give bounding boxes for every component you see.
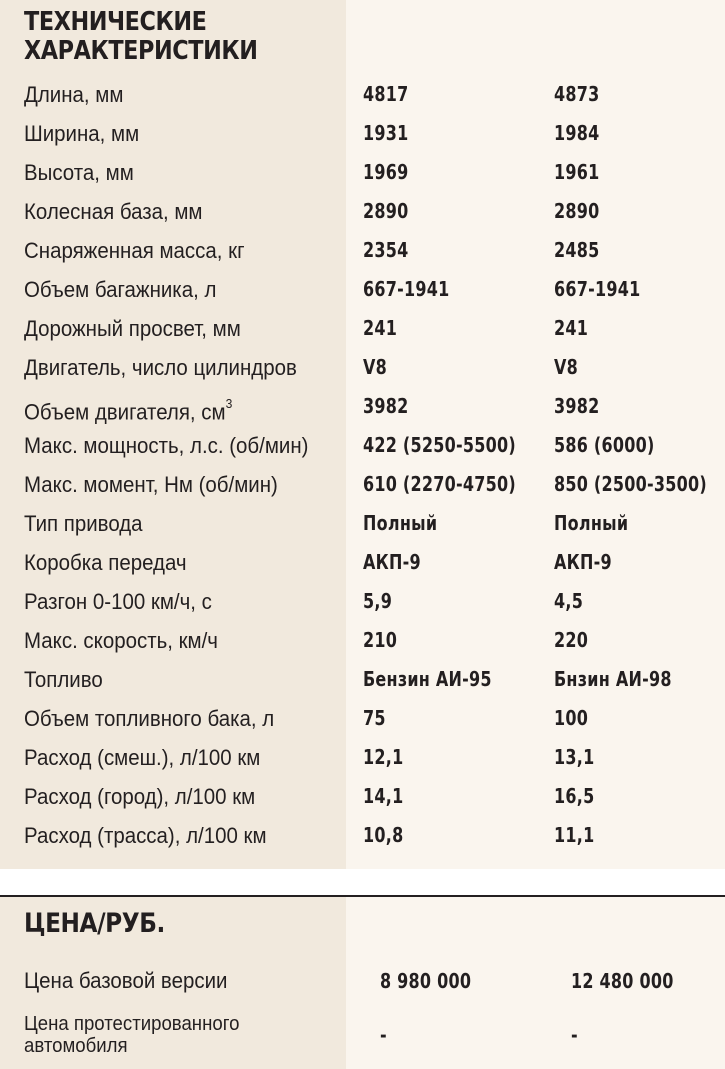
spec-label: Дорожный просвет, мм [24, 316, 241, 341]
price-value-a: - [380, 1023, 387, 1047]
spec-value-b: Бнзин АИ-98 [554, 667, 672, 691]
spec-row [0, 582, 725, 621]
spec-row [0, 699, 725, 738]
spec-row [0, 777, 725, 816]
spec-value-b: 16,5 [554, 784, 595, 808]
spec-value-a: Бензин АИ-95 [363, 667, 492, 691]
spec-value-b: 4,5 [554, 589, 584, 613]
spec-row [0, 660, 725, 699]
spec-label: Высота, мм [24, 160, 134, 185]
price-value-a: 8 980 000 [380, 969, 472, 993]
spec-value-b: 11,1 [554, 823, 595, 847]
price-label [24, 1013, 239, 1057]
spec-label: Топливо [24, 667, 103, 692]
spec-label: Расход (трасса), л/100 км [24, 823, 267, 848]
spec-row [0, 270, 725, 309]
spec-value-b: 2890 [554, 199, 600, 223]
spec-value-a: V8 [363, 355, 387, 379]
price-label-line2: автомобиля [24, 1035, 128, 1057]
price-panel [0, 897, 725, 1069]
spec-value-a: 3982 [363, 394, 409, 418]
spec-label: Длина, мм [24, 82, 124, 107]
spec-label: Расход (смеш.), л/100 км [24, 745, 261, 770]
spec-value-b: 4873 [554, 82, 600, 106]
spec-row [0, 426, 725, 465]
spec-value-a: 2354 [363, 238, 409, 262]
price-value-b: - [571, 1023, 578, 1047]
spec-value-a: 10,8 [363, 823, 404, 847]
spec-row [0, 114, 725, 153]
spec-row [0, 75, 725, 114]
spec-value-b: 1961 [554, 160, 600, 184]
specs-title-line1: ТЕХНИЧЕСКИЕ [24, 7, 207, 37]
price-row [0, 959, 725, 1003]
spec-row [0, 231, 725, 270]
spec-value-b: 2485 [554, 238, 600, 262]
spec-value-b: 850 (2500-3500) [554, 472, 707, 496]
spec-value-a: 75 [363, 706, 386, 730]
unit-superscript: 3 [225, 396, 233, 411]
spec-value-b: 1984 [554, 121, 600, 145]
specs-title-line2: ХАРАКТЕРИСТИКИ [24, 36, 258, 66]
spec-value-a: 2890 [363, 199, 409, 223]
spec-row [0, 192, 725, 231]
spec-label: Разгон 0-100 км/ч, с [24, 589, 212, 614]
spec-value-a: 14,1 [363, 784, 404, 808]
spec-value-b: АКП-9 [554, 550, 612, 574]
spec-row [0, 387, 725, 426]
price-value-b: 12 480 000 [571, 969, 674, 993]
spec-value-a: Полный [363, 511, 438, 535]
spec-row [0, 738, 725, 777]
spec-value-b: 3982 [554, 394, 600, 418]
spec-value-b: 586 (6000) [554, 433, 655, 457]
spec-row [0, 309, 725, 348]
spec-row [0, 816, 725, 855]
spec-value-a: 667-1941 [363, 277, 450, 301]
price-row [0, 1013, 725, 1057]
spec-value-b: 241 [554, 316, 589, 340]
price-title: ЦЕНА/РУБ. [24, 908, 165, 939]
spec-label: Ширина, мм [24, 121, 140, 146]
spec-value-a: 422 (5250-5500) [363, 433, 516, 457]
spec-label: Макс. мощность, л.с. (об/мин) [24, 433, 309, 458]
spec-label: Двигатель, число цилиндров [24, 355, 297, 380]
spec-value-b: 220 [554, 628, 589, 652]
spec-value-a: 12,1 [363, 745, 404, 769]
spec-value-b: 13,1 [554, 745, 595, 769]
spec-row [0, 153, 725, 192]
price-label: Цена базовой версии [24, 968, 228, 993]
specs-title [24, 8, 282, 66]
spec-value-b: 100 [554, 706, 589, 730]
spec-value-b: V8 [554, 355, 578, 379]
price-label-line1: Цена протестированного [24, 1013, 240, 1035]
spec-value-a: 5,9 [363, 589, 393, 613]
spec-value-a: 1931 [363, 121, 409, 145]
spec-row [0, 543, 725, 582]
spec-row [0, 504, 725, 543]
spec-label: Макс. скорость, км/ч [24, 628, 218, 653]
spec-label: Объем багажника, л [24, 277, 217, 302]
spec-label: Тип привода [24, 511, 143, 536]
spec-value-a: 210 [363, 628, 398, 652]
spec-row [0, 465, 725, 504]
spec-label: Объем двигателя, см [24, 399, 226, 425]
spec-value-a: 241 [363, 316, 398, 340]
spec-value-b: 667-1941 [554, 277, 641, 301]
spec-value-a: 1969 [363, 160, 409, 184]
spec-label: Колесная база, мм [24, 199, 203, 224]
spec-value-a: АКП-9 [363, 550, 421, 574]
spec-label: Коробка передач [24, 550, 187, 575]
spec-label: Расход (город), л/100 км [24, 784, 256, 809]
spec-row [0, 348, 725, 387]
spec-row [0, 621, 725, 660]
spec-value-a: 610 (2270-4750) [363, 472, 516, 496]
spec-label: Снаряженная масса, кг [24, 238, 245, 263]
spec-label: Объем топливного бака, л [24, 706, 275, 731]
spec-value-a: 4817 [363, 82, 409, 106]
spec-label-with-superscript [24, 387, 232, 431]
spec-label: Макс. момент, Нм (об/мин) [24, 472, 278, 497]
spec-value-b: Полный [554, 511, 629, 535]
